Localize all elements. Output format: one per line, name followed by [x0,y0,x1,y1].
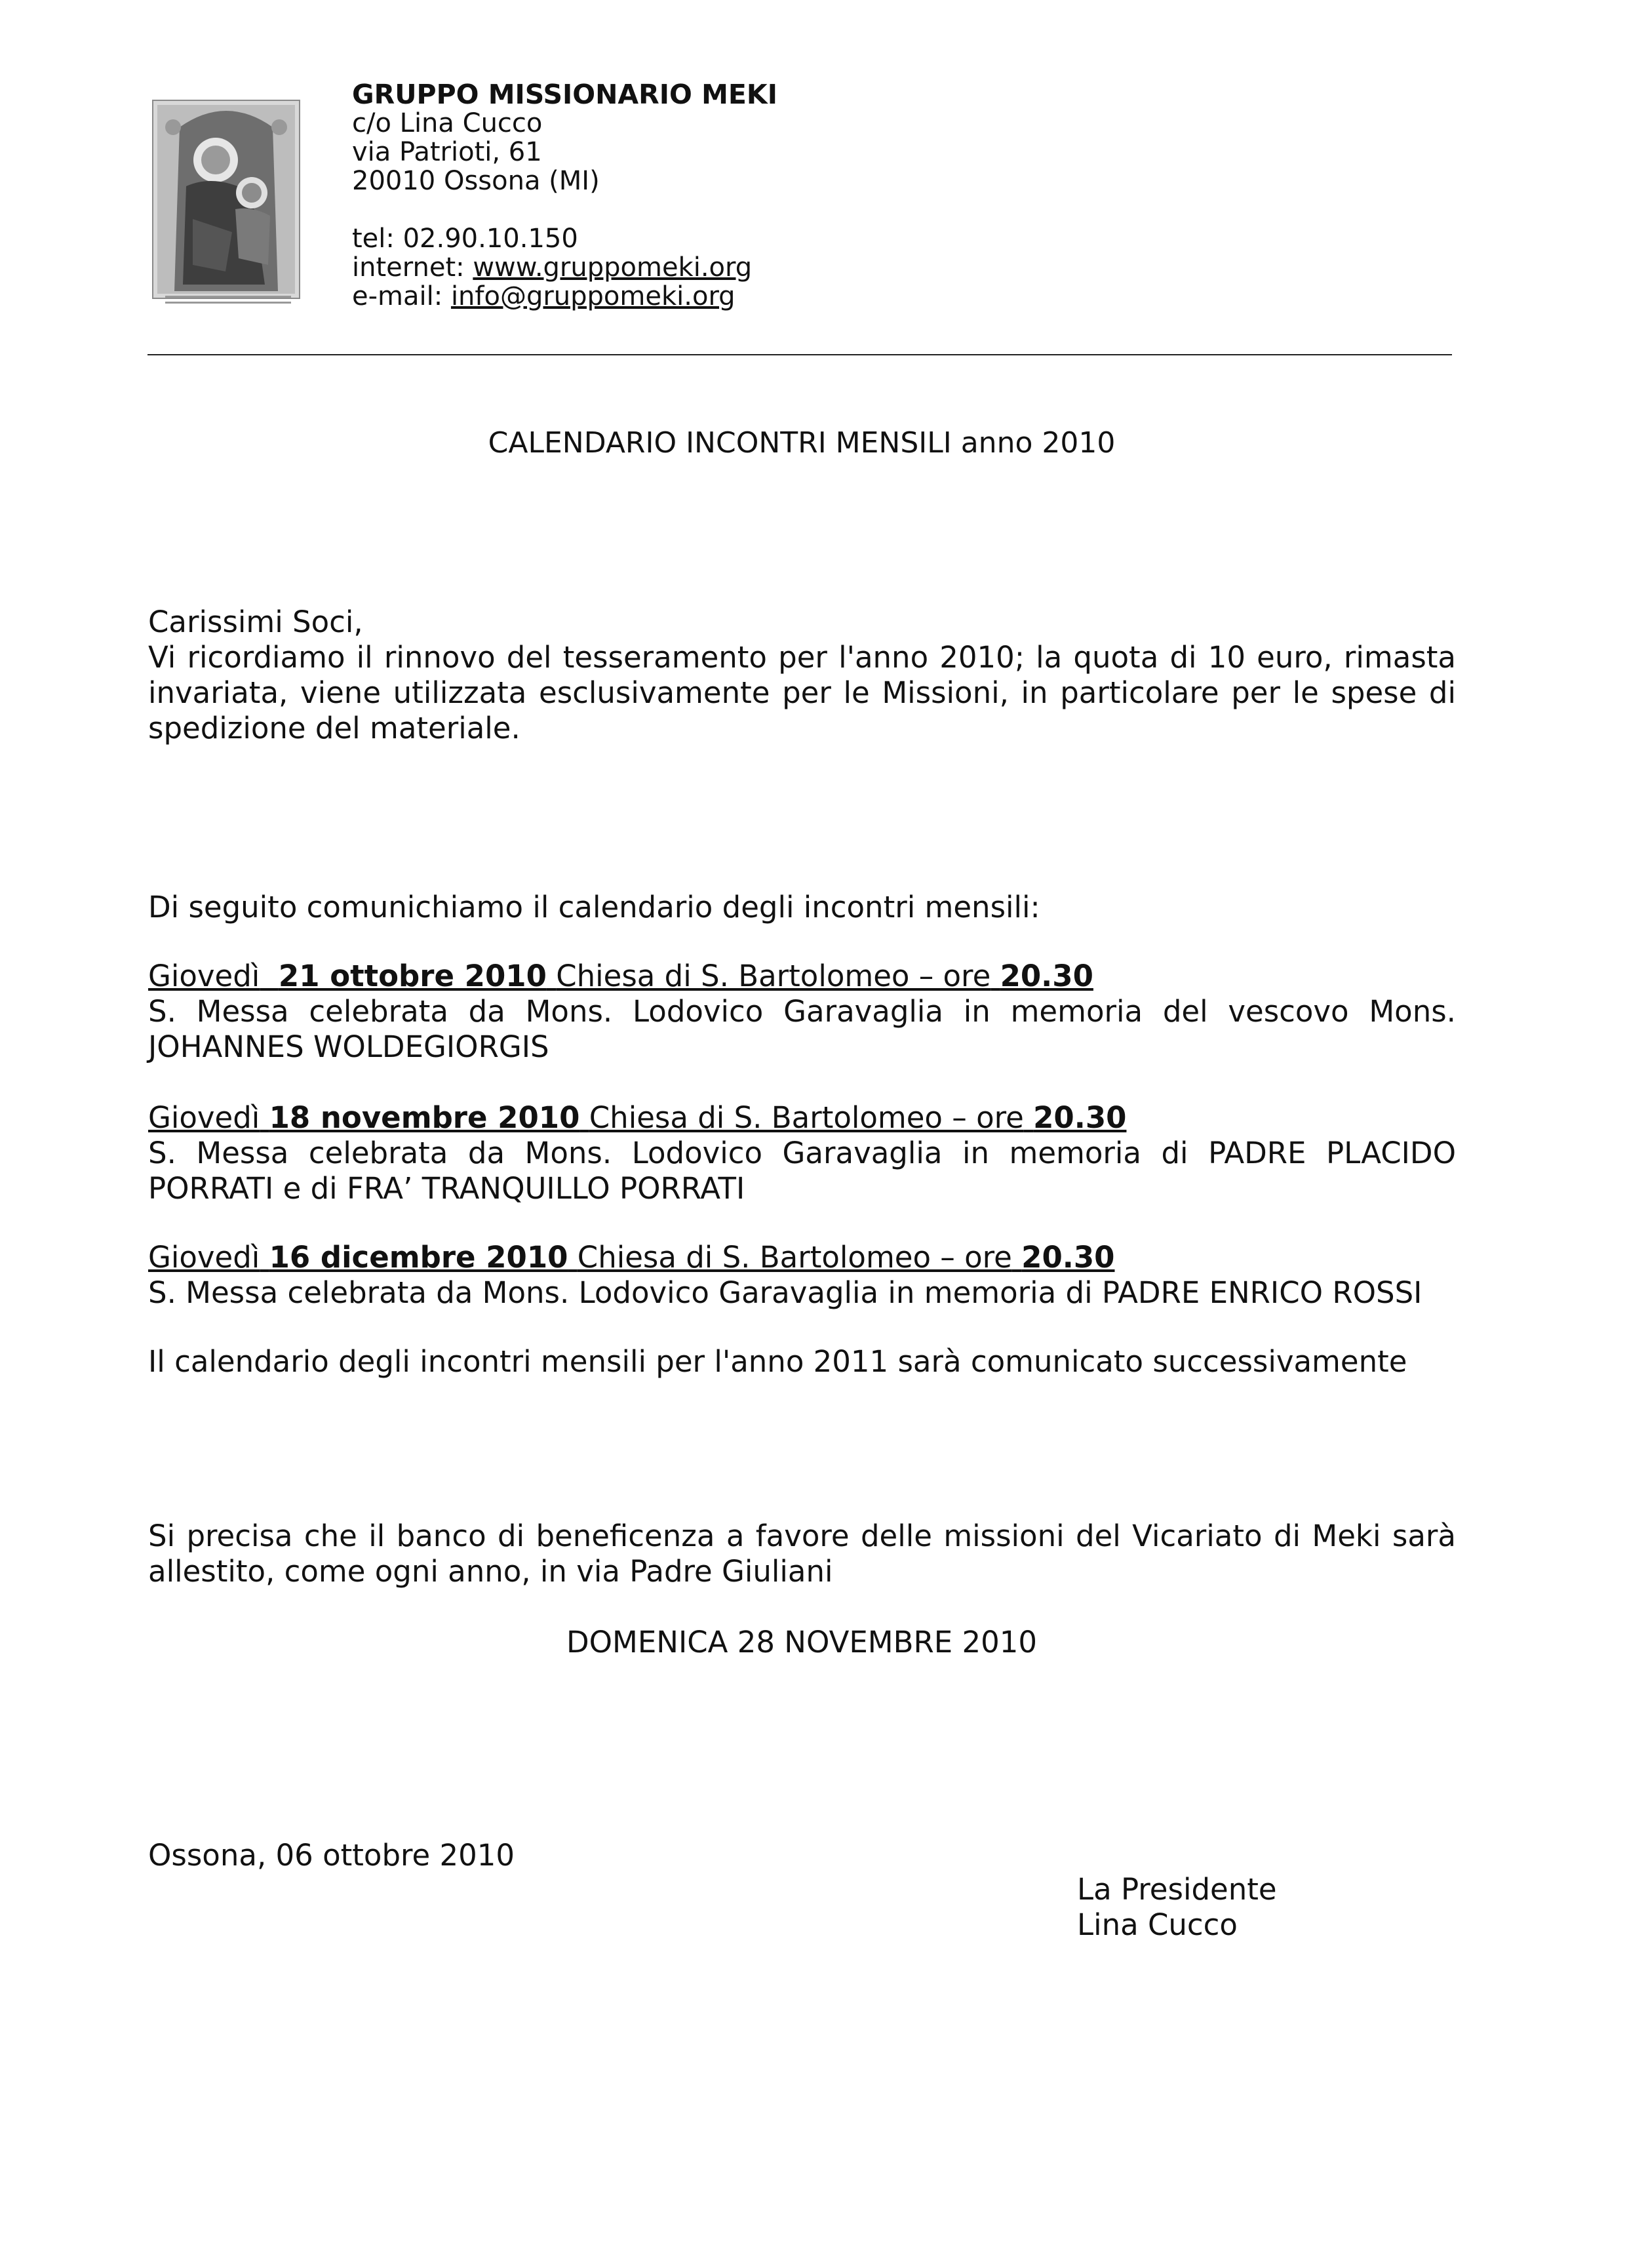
email-line [352,282,777,311]
logo-caption-art [152,292,304,318]
madonna-icon-art [153,101,299,298]
event-day: Giovedì [148,1100,260,1135]
header-divider [147,354,1452,355]
event-heading [148,959,1093,994]
signature-role: La Presidente [1077,1872,1277,1907]
letterhead [352,80,777,311]
intro-body: Vi ricordiamo il rinnovo del tesseramento per l'anno 2010; la quota di 10 euro, rimasta invariata, viene utilizzata esclusivamente per le Missioni, in particolare per le spese di spedizione del materiale. [148,640,1456,746]
calendar-intro: Di seguito comunichiamo il calendario degli incontri mensili: [148,890,1040,925]
care-of-line: c/o Lina Cucco [352,108,543,138]
charity-date: DOMENICA 28 NOVEMBRE 2010 [566,1625,1038,1660]
event-day: Giovedì [148,1240,260,1275]
event-place: Chiesa di S. Bartolomeo – ore [556,959,991,993]
email-label: e-mail: [352,281,451,311]
phone-line: tel: 02.90.10.150 [352,224,578,254]
event-place: Chiesa di S. Bartolomeo – ore [577,1240,1012,1275]
event-heading [148,1240,1114,1275]
event-date: 16 dicembre 2010 [269,1240,568,1275]
street-line: via Patrioti, 61 [352,137,542,167]
email-link[interactable]: info@gruppomeki.org [450,281,736,311]
event-time: 20.30 [1000,959,1093,993]
next-year-note: Il calendario degli incontri mensili per l'anno 2011 sarà comunicato successivamente [148,1344,1407,1379]
event-day: Giovedì [148,959,260,993]
greeting: Carissimi Soci, [148,605,363,639]
place-date: Ossona, 06 ottobre 2010 [148,1838,515,1873]
event-place: Chiesa di S. Bartolomeo – ore [589,1100,1024,1135]
city-line: 20010 Ossona (MI) [352,166,600,196]
signature-name: Lina Cucco [1077,1907,1238,1942]
event-description: S. Messa celebrata da Mons. Lodovico Garavaglia in memoria di PADRE PLACIDO PORRATI e di FRA’ TRANQUILLO PORRATI [148,1136,1456,1206]
event-time: 20.30 [1033,1100,1127,1135]
event-time: 20.30 [1021,1240,1115,1275]
event-heading [148,1100,1126,1136]
event-date: 18 novembre 2010 [269,1100,580,1135]
event-date: 21 ottobre 2010 [278,959,547,993]
website-line [352,253,777,282]
letter-title: CALENDARIO INCONTRI MENSILI anno 2010 [488,426,1116,460]
organization-name: GRUPPO MISSIONARIO MEKI [352,79,777,110]
website-link[interactable]: www.gruppomeki.org [473,252,753,283]
website-label: internet: [352,252,473,283]
madonna-icon [152,100,300,299]
event-description: S. Messa celebrata da Mons. Lodovico Garavaglia in memoria del vescovo Mons. JOHANNES WOLDEGIORGIS [148,994,1456,1064]
intro-section [148,605,1456,746]
charity-note: Si precisa che il banco di beneficenza a favore delle missioni del Vicariato di Meki sarà allestito, come ogni anno, in via Padre Giuliani [148,1519,1456,1589]
event-description: S. Messa celebrata da Mons. Lodovico Garavaglia in memoria di PADRE ENRICO ROSSI [148,1275,1422,1310]
